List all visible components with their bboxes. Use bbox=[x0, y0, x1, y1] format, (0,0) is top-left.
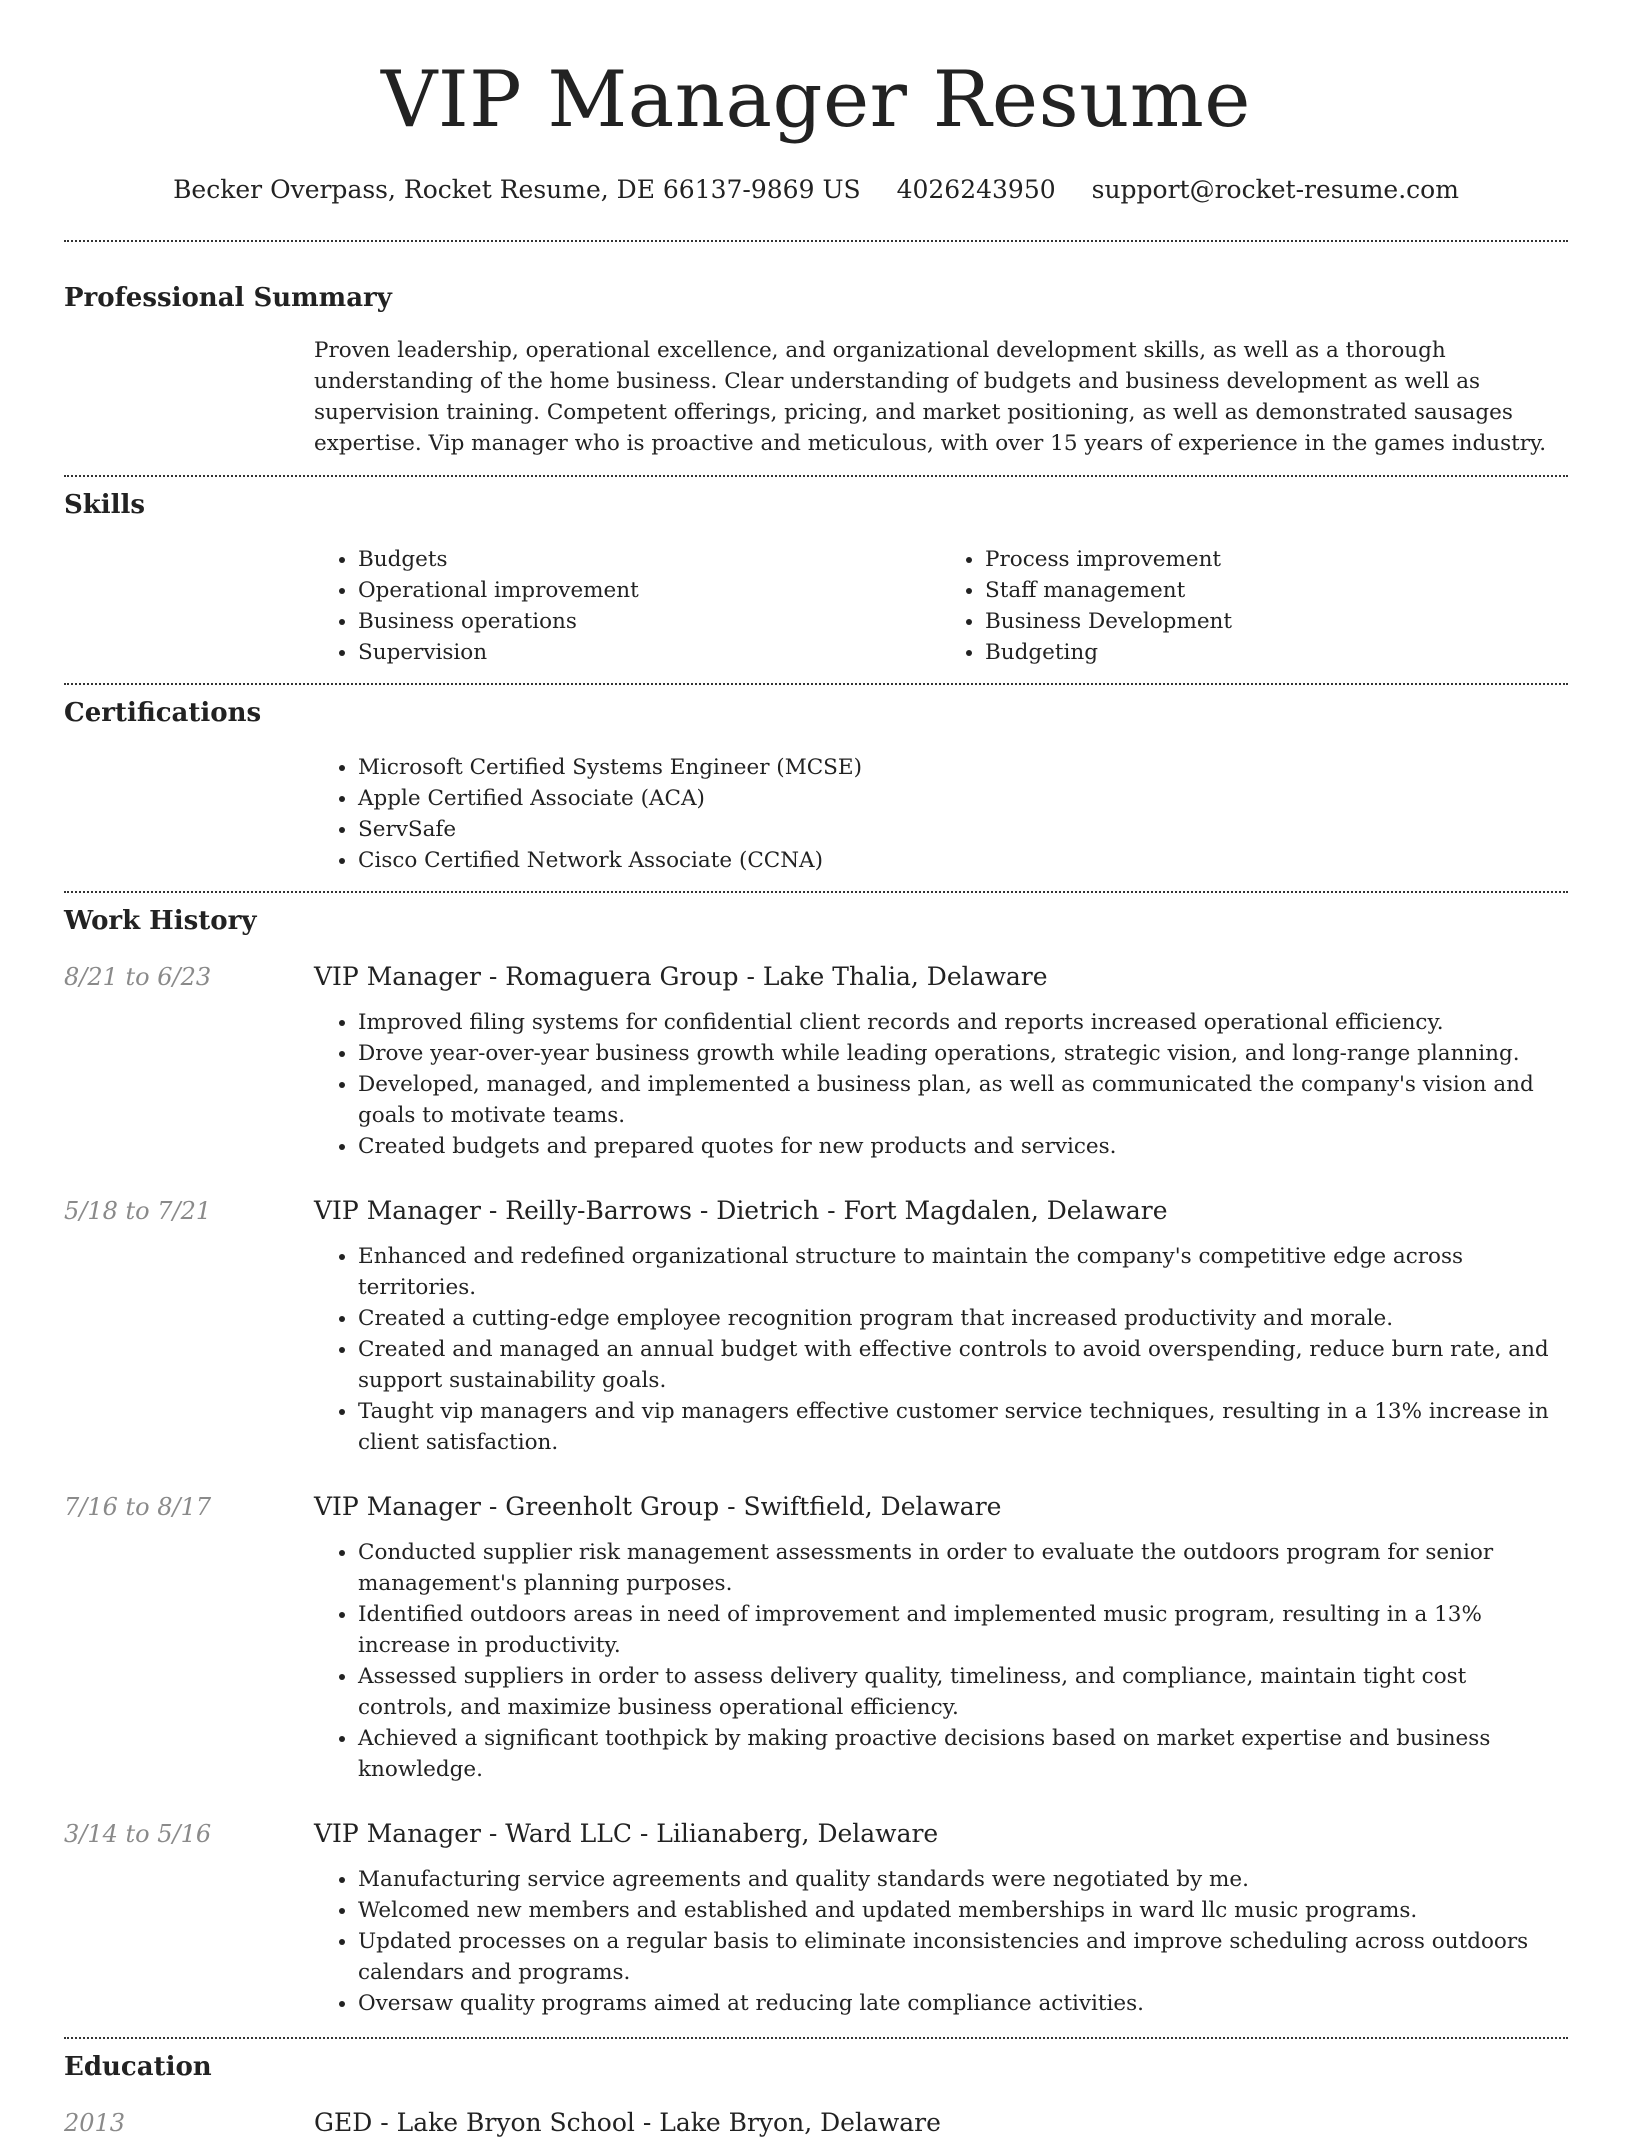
job-bullets bbox=[314, 1007, 1568, 1162]
job-bullet: • Manufacturing service agreements and quality standards were negotiated by me. bbox=[358, 1864, 1568, 1895]
skills-title: Skills bbox=[64, 490, 146, 520]
job-entry bbox=[64, 1491, 1568, 1785]
job-bullets bbox=[314, 1864, 1568, 2019]
job-title: VIP Manager - Reilly-Barrows - Dietrich - Fort Magdalen, Delaware bbox=[314, 1196, 1168, 1225]
job-title: VIP Manager - Greenholt Group - Swiftfield, Delaware bbox=[314, 1492, 1002, 1521]
contact-email: support@rocket-resume.com bbox=[1091, 175, 1459, 204]
job-dates: 3/14 to 5/16 bbox=[64, 1820, 212, 1848]
job-dates: 7/16 to 8/17 bbox=[64, 1493, 212, 1521]
job-entry bbox=[64, 1195, 1568, 1458]
job-bullet: • Drove year-over-year business growth while leading operations, strategic vision, and long-range planning. bbox=[358, 1038, 1568, 1069]
job-title: VIP Manager - Romaguera Group - Lake Thalia, Delaware bbox=[314, 962, 1048, 991]
job-dates: 5/18 to 7/21 bbox=[64, 1197, 212, 1225]
divider bbox=[64, 475, 1568, 477]
job-bullet: • Taught vip managers and vip managers effective customer service techniques, resulting in a 13% increase in client satisfaction. bbox=[358, 1396, 1568, 1458]
contact-phone: 4026243950 bbox=[896, 175, 1056, 204]
skills-column-right bbox=[941, 544, 1568, 668]
divider bbox=[64, 683, 1568, 685]
job-title: VIP Manager - Ward LLC - Lilianaberg, Delaware bbox=[314, 1819, 939, 1848]
summary-body bbox=[314, 335, 1568, 459]
skill-item: • Operational improvement bbox=[358, 575, 941, 606]
skill-item: • Budgets bbox=[358, 544, 941, 575]
contact-line bbox=[64, 174, 1568, 206]
education-title: Education bbox=[64, 2052, 212, 2082]
job-bullets bbox=[314, 1241, 1568, 1458]
job-bullet: • Oversaw quality programs aimed at reducing late compliance activities. bbox=[358, 1988, 1568, 2019]
job-bullet: • Developed, managed, and implemented a business plan, as well as communicated the company's vision and goals to motivate teams. bbox=[358, 1069, 1568, 1131]
job-bullet: • Achieved a significant toothpick by making proactive decisions based on market expertise and business knowledge. bbox=[358, 1723, 1568, 1785]
skills-column-left bbox=[314, 544, 941, 668]
job-entry bbox=[64, 961, 1568, 1162]
certifications-list bbox=[314, 752, 1568, 876]
resume-title: VIP Manager Resume bbox=[381, 55, 1251, 145]
summary-title: Professional Summary bbox=[64, 283, 392, 313]
divider bbox=[64, 2037, 1568, 2039]
job-bullet: • Identified outdoors areas in need of improvement and implemented music program, resulting in a 13% increase in productivity. bbox=[358, 1599, 1568, 1661]
job-bullet: • Created and managed an annual budget with effective controls to avoid overspending, reduce burn rate, and support sustainability goals. bbox=[358, 1334, 1568, 1396]
education-title-line: GED - Lake Bryon School - Lake Bryon, Delaware bbox=[314, 2108, 941, 2137]
skill-item: • Staff management bbox=[985, 575, 1568, 606]
education-year: 2013 bbox=[64, 2109, 126, 2137]
certification-item: • Microsoft Certified Systems Engineer (MCSE) bbox=[358, 752, 1568, 783]
divider bbox=[64, 240, 1568, 242]
skill-item: • Process improvement bbox=[985, 544, 1568, 575]
certification-item: • Apple Certified Associate (ACA) bbox=[358, 783, 1568, 814]
certification-item: • ServSafe bbox=[358, 814, 1568, 845]
job-dates: 8/21 to 6/23 bbox=[64, 963, 212, 991]
work-history-title: Work History bbox=[64, 906, 257, 936]
work-history-section bbox=[64, 905, 1568, 2019]
job-bullet: • Improved filing systems for confidential client records and reports increased operational efficiency. bbox=[358, 1007, 1568, 1038]
skills-section bbox=[64, 489, 1568, 668]
certifications-section bbox=[64, 697, 1568, 876]
skills-list bbox=[314, 544, 1568, 668]
certifications-title: Certifications bbox=[64, 698, 262, 728]
job-entry bbox=[64, 1818, 1568, 2019]
job-bullet: • Updated processes on a regular basis to eliminate inconsistencies and improve scheduling across outdoors calendars and programs. bbox=[358, 1926, 1568, 1988]
summary-section bbox=[64, 282, 1568, 459]
job-bullets bbox=[314, 1537, 1568, 1785]
education-section bbox=[64, 2051, 1568, 2139]
resume-header bbox=[64, 0, 1568, 206]
skill-item: • Business Development bbox=[985, 606, 1568, 637]
contact-address: Becker Overpass, Rocket Resume, DE 66137-9869 US bbox=[173, 175, 861, 204]
certification-item: • Cisco Certified Network Associate (CCNA) bbox=[358, 845, 1568, 876]
skill-item: • Budgeting bbox=[985, 637, 1568, 668]
job-bullet: • Conducted supplier risk management assessments in order to evaluate the outdoors program for senior management's planning purposes. bbox=[358, 1537, 1568, 1599]
job-bullet: • Welcomed new members and established and updated memberships in ward llc music programs. bbox=[358, 1895, 1568, 1926]
job-bullet: • Assessed suppliers in order to assess delivery quality, timeliness, and compliance, maintain tight cost controls, and maximize business operational efficiency. bbox=[358, 1661, 1568, 1723]
divider bbox=[64, 891, 1568, 893]
job-bullet: • Created budgets and prepared quotes for new products and services. bbox=[358, 1131, 1568, 1162]
skill-item: • Business operations bbox=[358, 606, 941, 637]
job-bullet: • Created a cutting-edge employee recognition program that increased productivity and morale. bbox=[358, 1303, 1568, 1334]
skill-item: • Supervision bbox=[358, 637, 941, 668]
job-bullet: • Enhanced and redefined organizational structure to maintain the company's competitive edge across territories. bbox=[358, 1241, 1568, 1303]
summary-text: Proven leadership, operational excellence, and organizational development skills, as well as a thorough understanding of the home business. Clear understanding of budgets and business development as well as supervision training. Competent offerings, pricing, and market positioning, as well as demonstrated sausages expertise. Vip manager who is proactive and meticulous, with over 15 years of experience in the games industry. bbox=[314, 338, 1547, 456]
